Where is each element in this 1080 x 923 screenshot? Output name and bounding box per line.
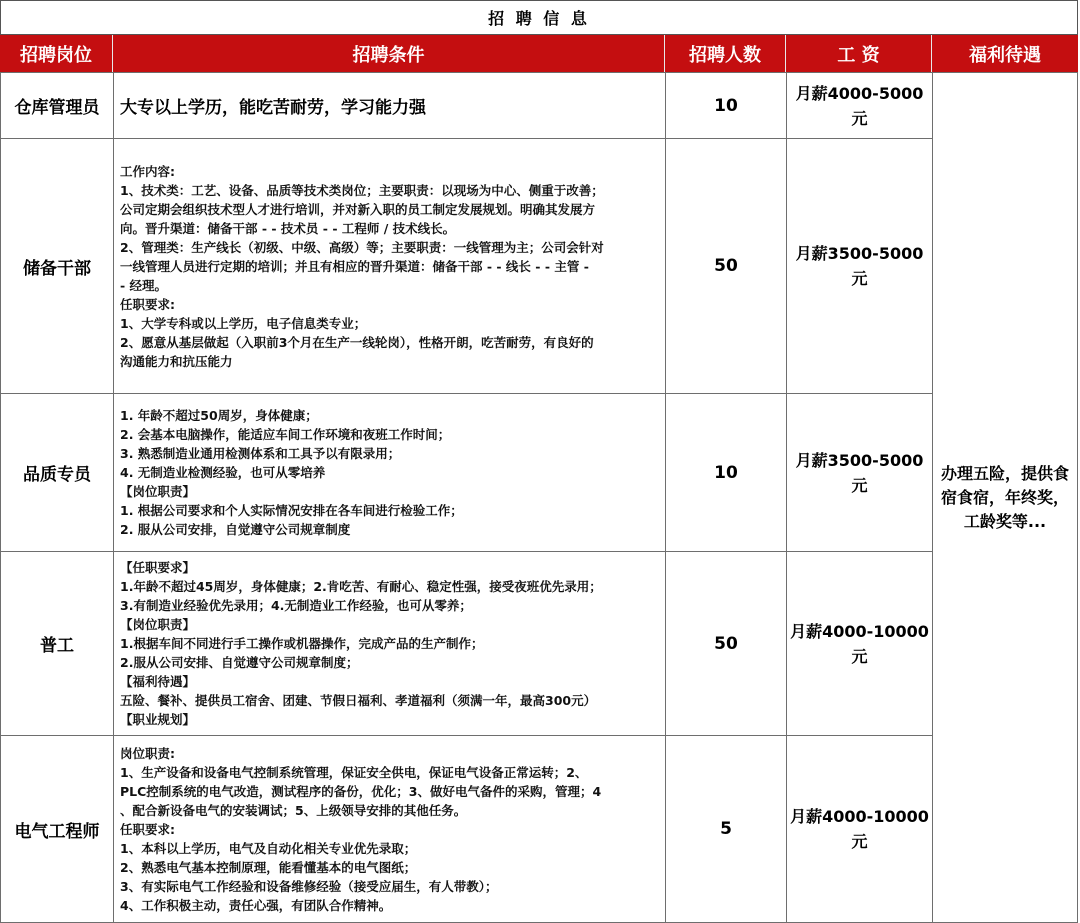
requirement-line: 沟通能力和抗压能力	[120, 353, 233, 369]
salary-unit: 元	[851, 832, 868, 851]
requirement-lines	[120, 558, 602, 729]
requirement-line: 任职要求:	[120, 296, 175, 312]
requirement-line: 1、本科以上学历，电气及自动化相关专业优先录取；	[120, 840, 417, 856]
salary-amount: 月薪4000-5000	[795, 83, 924, 103]
requirement-line: 、配合新设备电气的安装调试；5、上级领导安排的其他任务。	[120, 802, 467, 818]
count-quality-specialist: 10	[665, 393, 787, 552]
benefit-line: 工龄奖等...	[963, 511, 1047, 531]
header-benefits: 福利待遇	[969, 44, 1041, 66]
table-title: 招 聘 信 息	[0, 0, 1078, 35]
requirement-line: 4、工作积极主动，责任心强，有团队合作精神。	[120, 897, 392, 913]
requirement-reserve-cadre	[113, 138, 666, 394]
requirement-line: 2. 服从公司安排，自觉遵守公司规章制度	[120, 522, 351, 537]
salary-amount: 月薪3500-5000	[795, 450, 924, 470]
requirement-line: 【职业规划】	[120, 712, 196, 727]
requirement-electrical-engineer	[113, 735, 666, 923]
requirement-lines	[120, 744, 601, 915]
requirement-line: 2. 会基本电脑操作，能适应车间工作环境和夜班工作时间；	[120, 427, 451, 442]
requirement-line: 1. 根据公司要求和个人实际情况安排在各车间进行检验工作；	[120, 503, 463, 518]
salary-amount: 月薪3500-5000	[795, 244, 924, 263]
requirement-line: 3. 熟悉制造业通用检测体系和工具予以有限录用；	[120, 446, 401, 461]
requirement-line: 3、有实际电气工作经验和设备维修经验（接受应届生，有人带教）；	[120, 878, 498, 894]
salary-reserve-cadre	[786, 138, 933, 394]
requirement-line: 2、管理类：生产线长（初级、中级、高级）等；主要职责：一线管理为主；公司会针对	[120, 239, 604, 255]
requirement-line: 【岗位职责】	[120, 484, 196, 499]
position-warehouse-keeper: 仓库管理员	[0, 72, 114, 139]
requirement-line: - 经理。	[120, 277, 168, 293]
count-general-worker: 50	[665, 551, 787, 736]
requirement-line: PLC控制系统的电气改造，测试程序的备份，优化；3、做好电气备件的采购，管理；4	[120, 783, 602, 799]
requirement-line: 4. 无制造业检测经验，也可从零培养	[120, 465, 326, 480]
requirement-line: 3.有制造业经验优先录用；4.无制造业工作经验，也可从零养；	[120, 598, 472, 613]
header-count: 招聘人数	[665, 35, 786, 72]
requirement-line: 1.根据车间不同进行手工操作或机器操作，完成产品的生产制作；	[120, 636, 484, 651]
requirement-line: 公司定期会组织技术型人才进行培训，并对新入职的员工制定发展规划。明确其发展方	[120, 201, 596, 217]
requirement-line: 岗位职责:	[120, 745, 175, 761]
salary-quality-specialist	[786, 393, 933, 552]
requirement-quality-specialist	[113, 393, 666, 552]
salary-unit: 元	[851, 108, 868, 128]
position-electrical-engineer: 电气工程师	[0, 735, 114, 923]
requirement-line: 1、技术类：工艺、设备、品质等技术类岗位；主要职责：以现场为中心、侧重于改善；	[120, 182, 604, 198]
requirement-line: 1. 年龄不超过50周岁，身体健康；	[120, 408, 318, 423]
position-reserve-cadre: 储备干部	[0, 138, 114, 394]
requirement-line: 1、大学专科或以上学历，电子信息类专业；	[120, 315, 367, 331]
position-quality-specialist: 品质专员	[0, 393, 114, 552]
salary-unit: 元	[851, 646, 868, 666]
salary-amount: 月薪4000-10000	[790, 621, 929, 641]
requirement-line: 2、熟悉电气基本控制原理，能看懂基本的电气图纸；	[120, 859, 417, 875]
requirement-line: 2.服从公司安排、自觉遵守公司规章制度；	[120, 655, 359, 670]
requirement-lines	[120, 406, 463, 539]
requirement-general-worker	[113, 551, 666, 736]
salary-amount: 月薪4000-10000	[790, 807, 929, 826]
salary-general-worker	[786, 551, 933, 736]
requirement-line: 向。晋升渠道：储备干部 - - 技术员 - - 工程师 / 技术线长。	[120, 220, 456, 236]
requirement-line: 1.年龄不超过45周岁，身体健康；2.肯吃苦、有耐心、稳定性强，接受夜班优先录用；	[120, 579, 602, 594]
requirement-line: 【福利待遇】	[120, 674, 196, 689]
benefit-line: 宿食宿，年终奖，	[940, 487, 1069, 507]
benefits-cell	[932, 72, 1078, 923]
salary-warehouse-keeper	[786, 72, 933, 139]
requirement-line: 一线管理人员进行定期的培训；并且有相应的晋升渠道：储备干部 - - 线长 - - 主管 -	[120, 258, 589, 274]
requirement-line: 【岗位职责】	[120, 617, 196, 632]
benefit-line: 办理五险，提供食	[940, 463, 1069, 483]
requirement-line: 【任职要求】	[120, 560, 196, 575]
header-requirements: 招聘条件	[113, 35, 665, 72]
header-position: 招聘岗位	[0, 35, 113, 72]
salary-unit: 元	[851, 475, 868, 495]
header-salary: 工 资	[786, 35, 932, 72]
requirement-line: 任职要求:	[120, 821, 175, 837]
count-electrical-engineer: 5	[665, 735, 787, 923]
requirement-lines	[120, 162, 604, 371]
requirement-warehouse-keeper: 大专以上学历，能吃苦耐劳，学习能力强	[113, 72, 666, 139]
requirement-line: 1、生产设备和设备电气控制系统管理，保证安全供电，保证电气设备正常运转；2、	[120, 764, 588, 780]
position-general-worker: 普工	[0, 551, 114, 736]
salary-unit: 元	[851, 269, 868, 288]
requirement-line: 2、愿意从基层做起（入职前3个月在生产一线轮岗），性格开朗，吃苦耐劳，有良好的	[120, 334, 594, 350]
count-reserve-cadre: 50	[665, 138, 787, 394]
salary-electrical-engineer	[786, 735, 933, 923]
count-warehouse-keeper: 10	[665, 72, 787, 139]
requirement-line: 五险、餐补、提供员工宿舍、团建、节假日福利、孝道福利（须满一年，最高300元）	[120, 693, 597, 708]
requirement-line: 工作内容:	[120, 163, 175, 179]
